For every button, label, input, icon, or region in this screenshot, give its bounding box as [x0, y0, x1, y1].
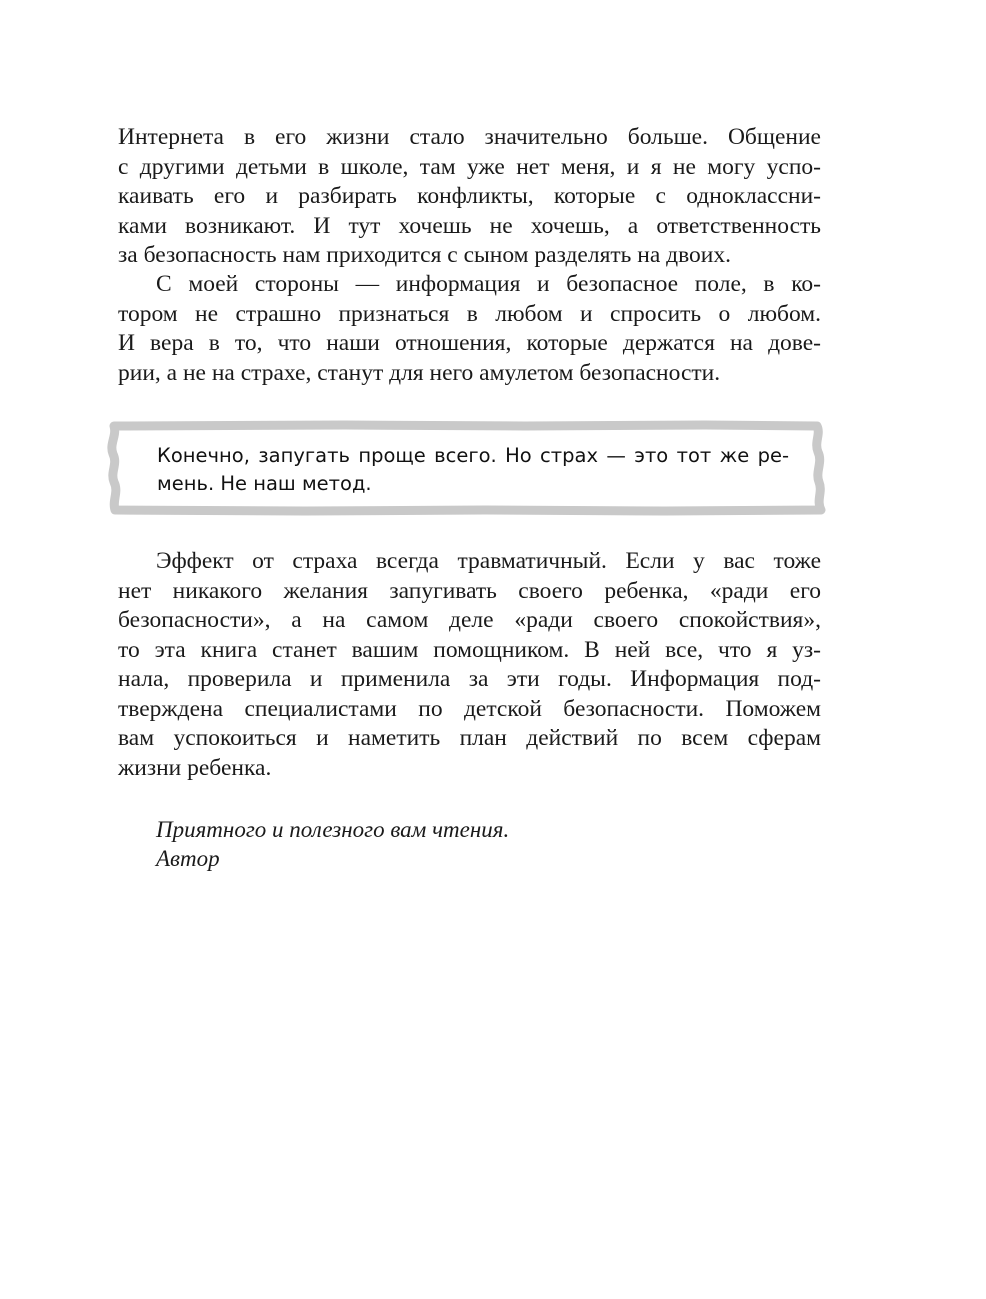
paragraph-line: И вера в то, что наши отношения, которые держатся на дове-: [118, 330, 821, 356]
callout-line: мень. Не наш метод.: [157, 472, 372, 495]
signoff-author: Автор: [156, 846, 220, 871]
paragraph-line: нет никакого желания запугивать своего ребенка, «ради его: [118, 577, 821, 604]
paragraph-line: вам успокоиться и наметить план действий по всем сферам: [118, 725, 821, 751]
paragraph-safe-space: [118, 270, 821, 388]
paragraph-line: ками возникают. И тут хочешь не хочешь, а ответственность: [118, 212, 821, 239]
quote-callout-box: [105, 420, 831, 516]
paragraph-line: тверждена специалистами по детской безопасности. Поможем: [118, 695, 821, 722]
paragraph-line: С моей стороны — информация и безопасное поле, в ко-: [156, 271, 821, 297]
paragraph-line: Эффект от страха всегда травматичный. Если у вас тоже: [156, 548, 821, 574]
callout-text: [157, 442, 789, 498]
paragraph-line: каивать его и разбирать конфликты, которые с одноклассни-: [118, 183, 821, 209]
signoff: [156, 815, 509, 873]
paragraph-line: за безопасность нам приходится с сыном разделять на двоих.: [118, 242, 731, 268]
paragraph-line: рии, а не на страхе, станут для него амулетом безопасности.: [118, 359, 721, 386]
paragraph-line: нала, проверила и применила за эти годы. Информация под-: [118, 666, 821, 692]
paragraph-fear-effect: [118, 547, 821, 783]
paragraph-line: безопасности», а на самом деле «ради своего спокойствия»,: [118, 607, 821, 633]
paragraph-line: тором не страшно признаться в любом и спросить о любом.: [118, 300, 821, 327]
paragraph-line: жизни ребенка.: [118, 754, 272, 781]
callout-line: Конечно, запугать проще всего. Но страх — это тот же ре-: [157, 444, 789, 467]
paragraph-line: Интернета в его жизни стало значительно больше. Общение: [118, 124, 821, 150]
paragraph-internet-responsibility: [118, 123, 821, 271]
paragraph-line: то эта книга станет вашим помощником. В ней все, что я уз-: [118, 636, 821, 663]
paragraph-line: с другими детьми в школе, там уже нет меня, и я не могу успо-: [118, 153, 821, 180]
signoff-wish: Приятного и полезного вам чтения.: [156, 817, 510, 842]
